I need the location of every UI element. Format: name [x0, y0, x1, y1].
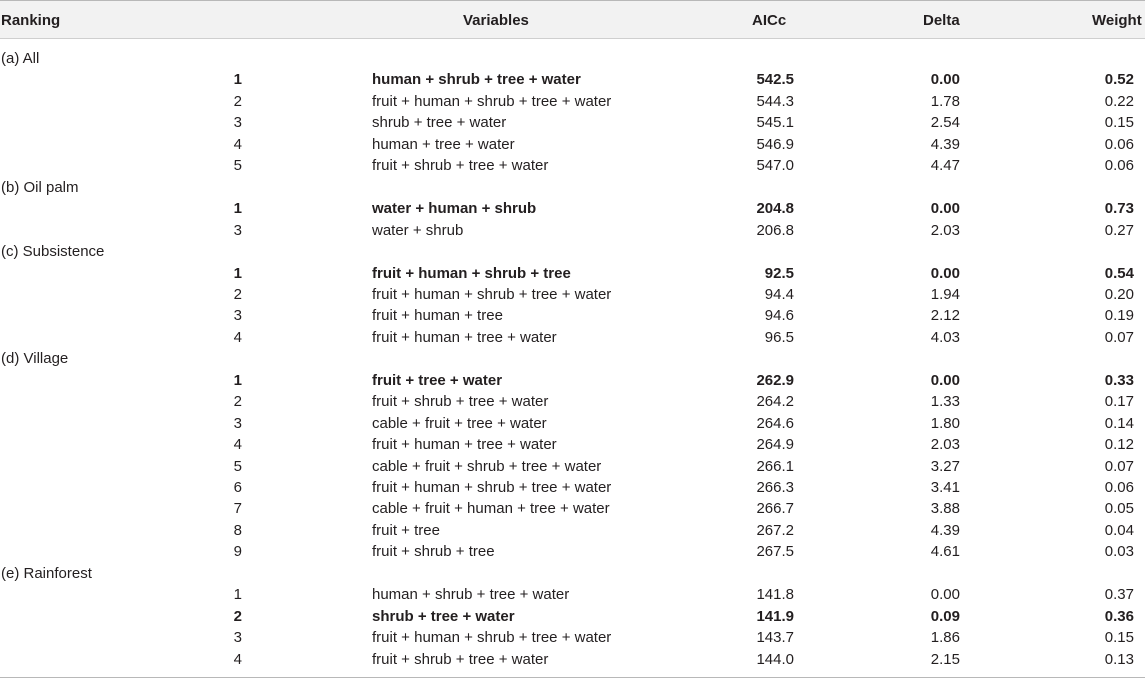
delta-cell: 2.15 [930, 650, 960, 668]
table-row [0, 649, 1145, 671]
weight-cell: 0.17 [1104, 393, 1134, 411]
delta-cell: 4.61 [930, 543, 960, 561]
table-row [0, 263, 1145, 285]
variables-cell: water + shrub [372, 221, 464, 239]
variables-cell: fruit + shrub + tree + water [372, 157, 549, 175]
delta-cell: 2.03 [930, 221, 960, 239]
weight-cell: 0.03 [1104, 543, 1134, 561]
header-variables: Variables [463, 12, 529, 29]
header-ranking: Ranking [1, 12, 61, 29]
weight-cell: 0.06 [1104, 479, 1134, 496]
delta-cell: 2.54 [930, 114, 960, 132]
aicc-cell: 96.5 [764, 328, 794, 346]
rank-cell: 1 [233, 71, 242, 89]
table-row [0, 434, 1145, 456]
group-label: (c) Subsistence [1, 243, 105, 261]
weight-cell: 0.33 [1104, 371, 1134, 389]
rank-cell: 2 [233, 607, 242, 625]
weight-cell: 0.36 [1104, 607, 1134, 625]
weight-cell: 0.12 [1104, 436, 1134, 454]
rank-cell: 3 [233, 414, 242, 432]
weight-cell: 0.15 [1104, 629, 1134, 647]
aicc-cell: 144.0 [756, 650, 794, 668]
delta-cell: 0.00 [930, 264, 960, 282]
weight-cell: 0.27 [1104, 221, 1134, 239]
table-row [0, 541, 1145, 563]
aicc-cell: 94.6 [764, 307, 794, 325]
rank-cell: 1 [233, 264, 242, 282]
delta-cell: 3.88 [930, 500, 960, 518]
weight-cell: 0.52 [1104, 71, 1134, 89]
variables-cell: water + human + shrub [372, 200, 537, 218]
aicc-cell: 547.0 [756, 157, 794, 175]
variables-cell: fruit + human + shrub + tree + water [372, 92, 612, 110]
variables-cell: fruit + human + shrub + tree [372, 264, 571, 282]
table-bottom-rule [0, 677, 1145, 678]
table-row [0, 498, 1145, 520]
variables-cell: fruit + human + shrub + tree + water [372, 285, 612, 303]
aicc-cell: 266.1 [756, 457, 794, 475]
variables-cell: cable + fruit + human + tree + water [372, 500, 610, 518]
variables-cell: fruit + human + shrub + tree + water [372, 629, 612, 647]
variables-cell: fruit + human + tree + water [372, 328, 557, 346]
variables-cell: human + tree + water [372, 135, 515, 153]
rank-cell: 2 [233, 92, 242, 110]
weight-cell: 0.05 [1104, 500, 1134, 518]
table-row [0, 391, 1145, 413]
delta-cell: 1.80 [930, 414, 960, 432]
aicc-cell: 264.6 [756, 414, 794, 432]
weight-cell: 0.06 [1104, 157, 1134, 175]
weight-cell: 0.07 [1104, 457, 1134, 475]
group-label: (d) Village [1, 350, 69, 368]
header-weight: Weight [1092, 12, 1142, 29]
weight-cell: 0.14 [1104, 414, 1134, 432]
weight-cell: 0.07 [1104, 328, 1134, 346]
rank-cell: 4 [233, 135, 242, 153]
table-row [0, 112, 1145, 134]
table-row [0, 627, 1145, 649]
aicc-cell: 266.3 [756, 479, 794, 496]
table-row [0, 305, 1145, 327]
variables-cell: fruit + human + shrub + tree + water [372, 479, 612, 496]
variables-cell: cable + fruit + shrub + tree + water [372, 457, 602, 475]
table-row [0, 284, 1145, 306]
group-label-row [0, 177, 1145, 199]
weight-cell: 0.15 [1104, 114, 1134, 132]
aicc-cell: 204.8 [756, 200, 794, 218]
delta-cell: 2.12 [930, 307, 960, 325]
rank-cell: 3 [233, 307, 242, 325]
delta-cell: 1.86 [930, 629, 960, 647]
aicc-cell: 94.4 [764, 285, 794, 303]
delta-cell: 4.39 [930, 521, 960, 539]
aicc-cell: 542.5 [756, 71, 794, 89]
weight-cell: 0.04 [1104, 521, 1134, 539]
weight-cell: 0.73 [1104, 200, 1134, 218]
aicc-cell: 143.7 [756, 629, 794, 647]
variables-cell: fruit + shrub + tree [372, 543, 495, 561]
aicc-cell: 92.5 [764, 264, 794, 282]
aicc-cell: 141.8 [756, 586, 794, 604]
weight-cell: 0.19 [1104, 307, 1134, 325]
variables-cell: fruit + tree [372, 521, 440, 539]
aicc-cell: 266.7 [756, 500, 794, 518]
variables-cell: cable + fruit + tree + water [372, 414, 547, 432]
delta-cell: 1.33 [930, 393, 960, 411]
variables-cell: fruit + shrub + tree + water [372, 393, 549, 411]
rank-cell: 3 [233, 114, 242, 132]
header-aicc: AICc [752, 12, 787, 29]
rank-cell: 2 [233, 393, 242, 411]
table-row [0, 155, 1145, 177]
aicc-cell: 267.5 [756, 543, 794, 561]
rank-cell: 9 [233, 543, 242, 561]
aicc-cell: 262.9 [756, 371, 794, 389]
rank-cell: 5 [233, 157, 242, 175]
delta-cell: 0.00 [930, 200, 960, 218]
rank-cell: 7 [233, 500, 242, 518]
variables-cell: fruit + human + tree + water [372, 436, 557, 454]
aicc-cell: 267.2 [756, 521, 794, 539]
rank-cell: 1 [233, 200, 242, 218]
weight-cell: 0.37 [1104, 586, 1134, 604]
header-delta: Delta [923, 12, 960, 29]
table-row [0, 69, 1145, 91]
table-row [0, 220, 1145, 242]
group-label-row [0, 348, 1145, 370]
table-row [0, 370, 1145, 392]
variables-cell: fruit + human + tree [372, 307, 503, 325]
rank-cell: 1 [233, 371, 242, 389]
rank-cell: 3 [233, 629, 242, 647]
table-row [0, 520, 1145, 542]
delta-cell: 2.03 [930, 436, 960, 454]
aicc-cell: 141.9 [756, 607, 794, 625]
variables-cell: human + shrub + tree + water [372, 586, 570, 604]
group-label: (b) Oil palm [1, 178, 79, 196]
aicc-cell: 545.1 [756, 114, 794, 132]
group-label: (e) Rainforest [1, 564, 92, 582]
delta-cell: 3.27 [930, 457, 960, 475]
delta-cell: 0.00 [930, 371, 960, 389]
variables-cell: fruit + tree + water [372, 371, 503, 389]
group-label: (a) All [1, 50, 40, 67]
rank-cell: 8 [233, 521, 242, 539]
weight-cell: 0.54 [1104, 264, 1134, 282]
table-row [0, 134, 1145, 156]
aicc-cell: 544.3 [756, 92, 794, 110]
rank-cell: 4 [233, 436, 242, 454]
table-row [0, 327, 1145, 349]
delta-cell: 3.41 [930, 479, 960, 496]
aicc-cell: 546.9 [756, 135, 794, 153]
delta-cell: 0.09 [930, 607, 960, 625]
table-row [0, 477, 1145, 499]
aicc-cell: 264.2 [756, 393, 794, 411]
weight-cell: 0.22 [1104, 92, 1134, 110]
table-header [0, 0, 1145, 39]
table-row [0, 456, 1145, 478]
rank-cell: 4 [233, 328, 242, 346]
group-label-row [0, 48, 1145, 70]
delta-cell: 1.94 [930, 285, 960, 303]
rank-cell: 1 [233, 586, 242, 604]
weight-cell: 0.13 [1104, 650, 1134, 668]
variables-cell: human + shrub + tree + water [372, 71, 581, 89]
delta-cell: 4.03 [930, 328, 960, 346]
delta-cell: 0.00 [930, 71, 960, 89]
aicc-cell: 206.8 [756, 221, 794, 239]
group-label-row [0, 563, 1145, 585]
table-row [0, 606, 1145, 628]
rank-cell: 3 [233, 221, 242, 239]
aicc-cell: 264.9 [756, 436, 794, 454]
weight-cell: 0.06 [1104, 135, 1134, 153]
table-row [0, 584, 1145, 606]
table-row [0, 91, 1145, 113]
rank-cell: 4 [233, 650, 242, 668]
delta-cell: 0.00 [930, 586, 960, 604]
variables-cell: shrub + tree + water [372, 607, 515, 625]
variables-cell: fruit + shrub + tree + water [372, 650, 549, 668]
rank-cell: 6 [233, 479, 242, 496]
group-label-row [0, 241, 1145, 263]
delta-cell: 4.47 [930, 157, 960, 175]
weight-cell: 0.20 [1104, 285, 1134, 303]
rank-cell: 5 [233, 457, 242, 475]
delta-cell: 4.39 [930, 135, 960, 153]
table-row [0, 198, 1145, 220]
delta-cell: 1.78 [930, 92, 960, 110]
rank-cell: 2 [233, 285, 242, 303]
variables-cell: shrub + tree + water [372, 114, 507, 132]
table-row [0, 413, 1145, 435]
